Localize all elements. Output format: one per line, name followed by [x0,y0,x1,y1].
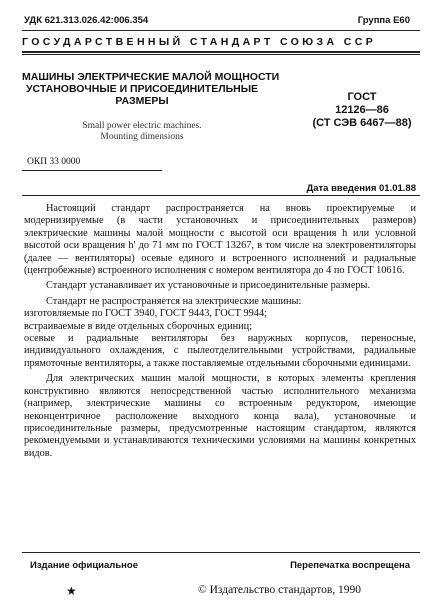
document-body [24,203,416,460]
header-rule-thin [22,54,420,55]
list-item: осевые и радиальные вентиляторы без наружных корпусов, переносные, индивидуального охлаждения, с пылеотделительными устройствами, радиальные прямоточные вентиляторы, а также поставляемые отдельными сборочными единицами. [24,333,416,369]
reprint-prohibited-label: Перепечатка воспрещена [290,560,410,571]
paragraph-scope: Настоящий стандарт распространяется на вновь проектируемые и модернизируемые (в части установочных и присоединительных размеров) электрические машины малой мощности с высотой оси вращения h или условной высотой оси вращения h' до 71 мм по ГОСТ 13267, в том числе на электровентиляторы (далее — вентиляторы) осевые единого и встроенного исполнений и радиальные (центробежные) встроенного исполнения с номером вентилятора до 4 по ГОСТ 10616. [24,203,416,277]
official-edition-label: Издание официальное [30,560,138,571]
paragraph-recommended: Для электрических машин малой мощности, в которых элементы крепления конструктивно являются непосредственной частью исполнительного механизма (например, электрические машины со встроенным редуктором, имеющие неконцентричное расположение выходного конца вала), установочные и присоединительные размеры, предусмотренные настоящим стандартом, являются рекомендуемыми и устанавливаются техническими условиями на машины конкретных видов. [24,373,416,459]
date-rule [22,195,420,196]
header-rule-top [22,30,420,31]
paragraph-exclusions: Стандарт не распространяется на электрические машины: [46,295,302,307]
list-item: изготовляемые по ГОСТ 3940, ГОСТ 9443, ГОСТ 9944; [24,308,267,320]
star-icon: ★ [66,584,77,598]
group-code: Группа Е60 [357,15,410,26]
okp-rule [22,170,162,171]
list-item: встраиваемые в виде отдельных сборочных единиц; [24,320,253,332]
document-title [22,71,280,107]
introduction-date: Дата введения 01.01.88 [306,183,416,194]
footer-rule [22,552,420,553]
document-title-line: УСТАНОВОЧНЫЕ И ПРИСОЕДИНИТЕЛЬНЫЕ [26,83,258,95]
gost-label: ГОСТ [347,91,377,103]
document-title-line: РАЗМЕРЫ [115,95,169,107]
subtitle-line: Mounting dimensions [100,132,184,142]
st-sev-number: (СТ СЭВ 6467—88) [312,117,412,129]
standard-title: ГОСУДАРСТВЕННЫЙ СТАНДАРТ СОЮЗА ССР [22,36,377,48]
gost-designation [306,91,418,130]
document-title-line: МАШИНЫ ЭЛЕКТРИЧЕСКИЕ МАЛОЙ МОЩНОСТИ [22,71,280,83]
english-subtitle [22,121,262,143]
exclusion-list [24,308,416,370]
gost-number: 12126—86 [335,104,389,116]
udk-code: УДК 621.313.026.42:006.354 [24,15,149,26]
subtitle-line: Small power electric machines. [82,121,202,131]
okp-code: ОКП 33 0000 [27,157,81,167]
paragraph-establishes: Стандарт устанавливает их установочные и присоединительные размеры. [46,280,371,292]
header-rule-thick [22,51,420,53]
copyright-notice: © Издательство стандартов, 1990 [198,584,362,596]
